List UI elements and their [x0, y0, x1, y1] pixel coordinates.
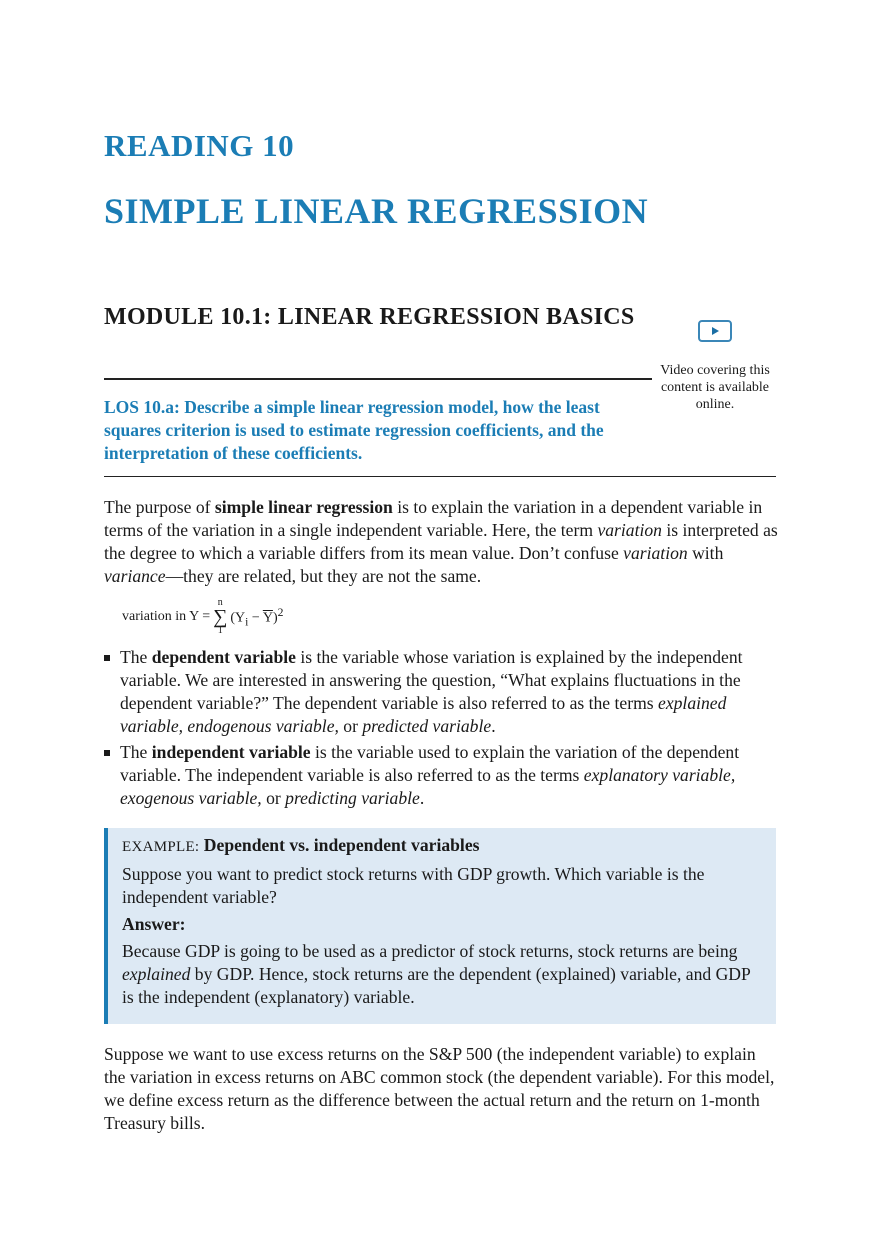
sum-lower: 1	[217, 625, 223, 636]
t: )	[272, 610, 278, 626]
t: or	[261, 788, 286, 808]
term: predicted variable	[362, 716, 492, 736]
exponent: 2	[277, 605, 284, 619]
example-box	[104, 828, 776, 1024]
example-question: Suppose you want to predict stock returns with GDP growth. Which variable is the independent variable?	[122, 864, 705, 907]
video-button[interactable]	[698, 320, 732, 342]
sigma-symbol: ∑	[213, 606, 228, 628]
t: i	[245, 615, 249, 629]
text: is interpreted as the degree to which a variable differs from its mean value. Don’t confuse	[104, 520, 778, 563]
summation	[213, 598, 227, 636]
t: .	[419, 788, 425, 808]
outro-paragraph: Suppose we want to use excess returns on the S&P 500 (the independent variable) to explain the variation in excess returns on ABC common stock (the dependent variable). For this model, we define excess return as the difference between the actual return and the return on 1-month Treasury bills.	[104, 1044, 775, 1133]
bullet-icon	[104, 655, 110, 661]
t: Because GDP is going to be used as a predictor of stock returns, stock returns are being	[122, 941, 738, 961]
bullet-icon	[104, 750, 110, 756]
t: .	[491, 716, 496, 736]
text: is to explain the variation in a dependent variable in terms of the variation in a single independent variable. Here, the term	[104, 497, 763, 540]
t: or	[338, 716, 363, 736]
term: variance	[104, 566, 166, 586]
t: The	[120, 742, 152, 762]
answer-label	[122, 913, 762, 936]
term: variation	[623, 543, 688, 563]
example-title: Dependent vs. independent variables	[199, 835, 480, 855]
formula-body	[230, 606, 283, 628]
module-title: MODULE 10.1: LINEAR REGRESSION BASICS	[104, 304, 635, 330]
term: independent variable	[151, 742, 311, 762]
term: dependent variable	[151, 647, 296, 667]
t: by GDP. Hence, stock returns are the dependent (explained) variable, and GDP is the independent (explanatory) variable.	[122, 964, 751, 1007]
term: explained variable, endogenous variable,	[120, 693, 727, 736]
t: The	[120, 647, 152, 667]
sum-upper: n	[217, 597, 223, 608]
term: variation	[597, 520, 662, 540]
los-statement: LOS 10.a: Describe a simple linear regression model, how the least squares criterion is used to estimate regression coefficients, and the interpretation of these coefficients.	[104, 397, 604, 463]
term: simple linear regression	[214, 497, 393, 517]
text: —they are related, but they are not the same.	[165, 566, 482, 586]
t: explained	[122, 964, 191, 984]
formula-lhs: variation in Y =	[122, 609, 211, 624]
list-item	[104, 741, 780, 810]
t: Answer:	[122, 914, 186, 934]
text: with	[687, 543, 724, 563]
list-item	[104, 646, 780, 738]
example-heading	[122, 834, 762, 859]
reading-number: READING 10	[104, 128, 295, 163]
text: The purpose of	[104, 497, 215, 517]
intro-paragraph	[104, 496, 780, 588]
t: is the variable used to explain the variation of the dependent variable. The independent variable is also referred to as the terms	[120, 742, 740, 785]
t: −	[248, 610, 263, 626]
variation-formula	[122, 598, 283, 636]
term: predicting variable	[285, 788, 420, 808]
example-answer	[122, 940, 762, 1009]
example-label: EXAMPLE:	[122, 839, 200, 855]
divider	[104, 378, 652, 380]
bullet-list	[104, 646, 780, 813]
t: (Y	[230, 610, 246, 626]
y-bar: $\overline{Y}$	[262, 610, 273, 626]
term: explanatory variable, exogenous variable,	[120, 765, 736, 808]
video-caption: Video covering this content is available online.	[660, 363, 770, 412]
t: is the variable whose variation is explained by the independent variable. We are interested in answering the question, “What explains fluctuations in the dependent variable?” The dependent variable is also referred to as the terms	[120, 647, 743, 713]
divider	[104, 476, 776, 477]
reading-title: SIMPLE LINEAR REGRESSION	[104, 191, 649, 231]
play-icon	[712, 327, 719, 335]
